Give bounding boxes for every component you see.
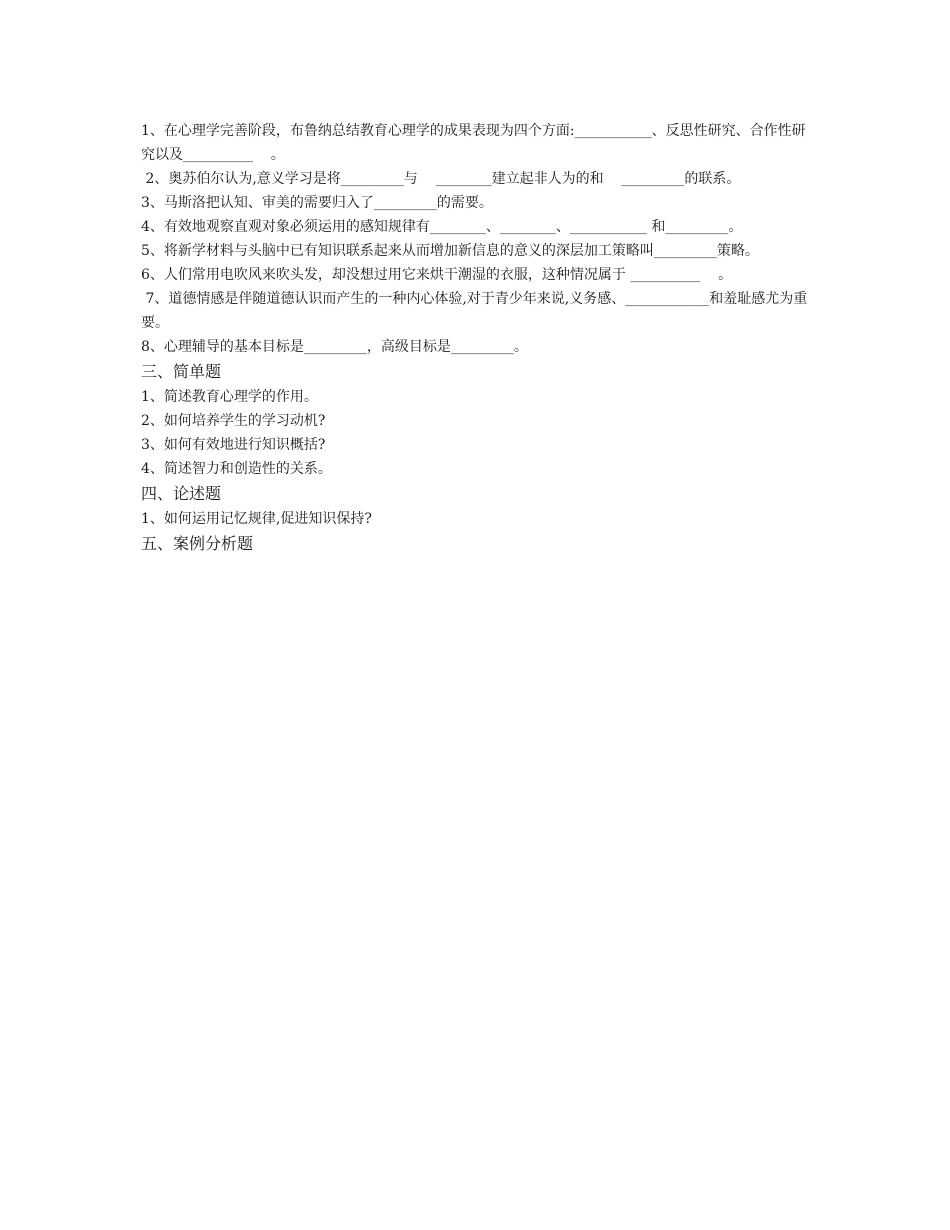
essay-question-1: 1、如何运用记忆规律,促进知识保持?	[141, 511, 372, 527]
section-heading-case-analysis: 五、案例分析题	[141, 534, 254, 553]
fill-in-question-4: 4、有效地观察直观对象必须运用的感知规律有________、________、___________ 和_________。	[141, 219, 743, 235]
short-answer-question-3: 3、如何有效地进行知识概括?	[141, 437, 326, 453]
short-answer-question-1: 1、简述教育心理学的作用。	[141, 389, 318, 405]
fill-in-question-1: 1、在心理学完善阶段，布鲁纳总结教育心理学的成果表现为四个方面:___________、反思性研究、合作性研究以及__________ 。	[141, 123, 806, 163]
fill-in-question-7: 7、道德情感是伴随道德认识而产生的一种内心体验,对于青少年来说,义务感、____________和羞耻感尤为重要。	[141, 291, 808, 331]
section-heading-short-answer: 三、简单题	[141, 362, 222, 381]
fill-in-question-3: 3、马斯洛把认知、审美的需要归入了_________的需要。	[141, 195, 493, 211]
section-heading-essay: 四、论述题	[141, 484, 222, 503]
fill-in-question-6: 6、人们常用电吹风来吹头发，却没想过用它来烘干潮湿的衣服，这种情况属于 __________ 。	[141, 267, 733, 283]
fill-in-question-5: 5、将新学材料与头脑中已有知识联系起来从而增加新信息的意义的深层加工策略叫_________策略。	[141, 243, 759, 259]
fill-in-question-2: 2、奥苏伯尔认为,意义学习是将_________与 ________建立起非人为的和 _________的联系。	[141, 171, 741, 187]
short-answer-question-4: 4、简述智力和创造性的关系。	[141, 461, 332, 477]
short-answer-question-2: 2、如何培养学生的学习动机?	[141, 413, 326, 429]
fill-in-question-8: 8、心理辅导的基本目标是_________，高级目标是_________。	[141, 339, 528, 355]
document-page	[141, 119, 813, 557]
